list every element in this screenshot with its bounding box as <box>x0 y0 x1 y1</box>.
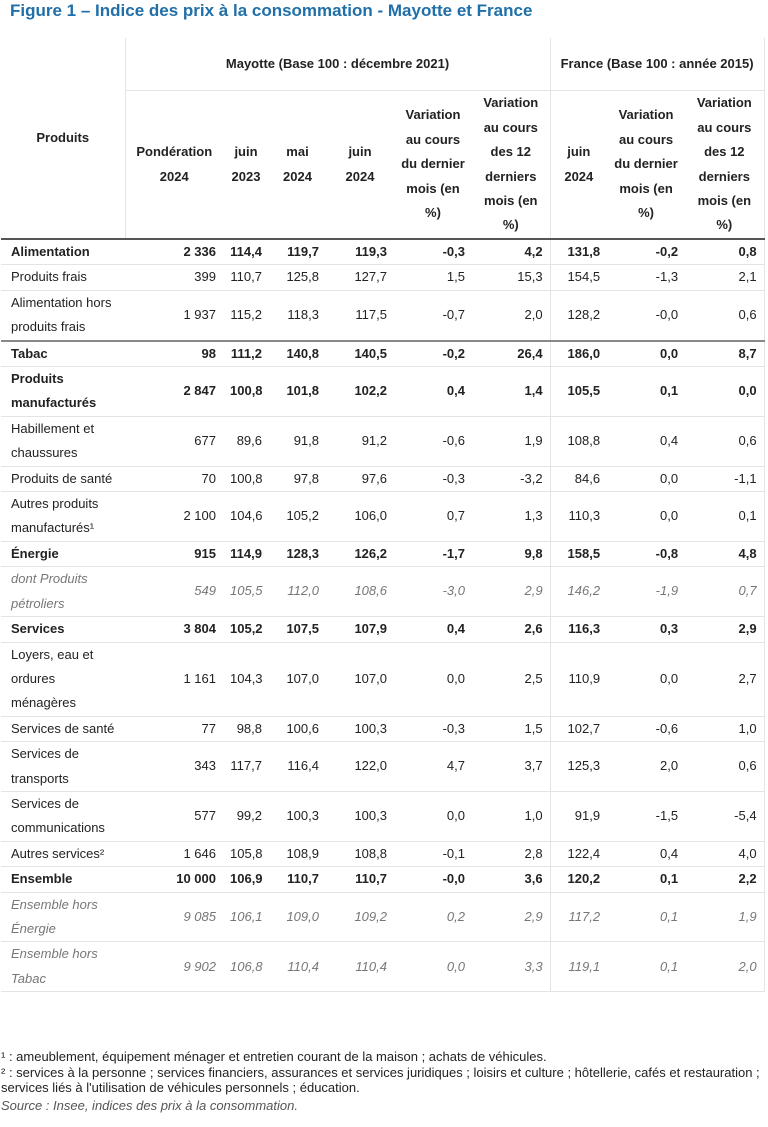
france-group-header: France (Base 100 : année 2015) <box>550 38 764 91</box>
value-cell: 105,5 <box>223 567 269 617</box>
source-note: Source : Insee, indices des prix à la consommation. <box>1 1097 298 1113</box>
value-cell: 122,4 <box>550 841 607 866</box>
value-cell: 0,8 <box>685 239 764 265</box>
value-cell: 146,2 <box>550 567 607 617</box>
value-cell: 110,7 <box>326 867 394 892</box>
value-cell: -1,9 <box>607 567 685 617</box>
column-header: juin 2024 <box>326 91 394 240</box>
value-cell: 114,4 <box>223 239 269 265</box>
value-cell: 119,7 <box>269 239 326 265</box>
value-cell: 0,1 <box>607 892 685 942</box>
value-cell: 110,3 <box>550 492 607 542</box>
value-cell: 9,8 <box>472 541 550 566</box>
value-cell: 108,8 <box>550 416 607 466</box>
table-row <box>1 942 764 992</box>
row-label: Énergie <box>1 541 125 566</box>
value-cell: 1 646 <box>125 841 223 866</box>
value-cell: 117,7 <box>223 742 269 792</box>
value-cell: 100,8 <box>223 466 269 491</box>
value-cell: 1 161 <box>125 642 223 716</box>
value-cell: 107,0 <box>269 642 326 716</box>
column-header: juin 2023 <box>223 91 269 240</box>
value-cell: 109,0 <box>269 892 326 942</box>
value-cell: 8,7 <box>685 341 764 367</box>
cpi-table <box>1 38 765 992</box>
value-cell: 126,2 <box>326 541 394 566</box>
value-cell: 105,5 <box>550 367 607 417</box>
value-cell: 97,8 <box>269 466 326 491</box>
row-label: Habillement et chaussures <box>1 416 125 466</box>
value-cell: 3,7 <box>472 742 550 792</box>
value-cell: -5,4 <box>685 791 764 841</box>
value-cell: 10 000 <box>125 867 223 892</box>
value-cell: 100,3 <box>326 716 394 741</box>
value-cell: 0,4 <box>607 416 685 466</box>
value-cell: 0,4 <box>394 367 472 417</box>
footnote-1: ¹ : ameublement, équipement ménager et entretien courant de la maison ; achats de véhicules. <box>1 1049 547 1064</box>
value-cell: 104,3 <box>223 642 269 716</box>
row-label: Alimentation hors produits frais <box>1 290 125 340</box>
value-cell: 107,0 <box>326 642 394 716</box>
value-cell: 128,3 <box>269 541 326 566</box>
column-header: Variation au cours des 12 derniers mois (en %) <box>685 91 764 240</box>
value-cell: -1,7 <box>394 541 472 566</box>
header-group-row <box>1 38 764 91</box>
value-cell: 0,6 <box>685 290 764 340</box>
value-cell: 108,6 <box>326 567 394 617</box>
value-cell: -0,0 <box>607 290 685 340</box>
row-label: Ensemble <box>1 867 125 892</box>
value-cell: 1,9 <box>685 892 764 942</box>
table-row <box>1 466 764 491</box>
value-cell: 0,2 <box>394 892 472 942</box>
value-cell: 128,2 <box>550 290 607 340</box>
table-row <box>1 492 764 542</box>
value-cell: -1,1 <box>685 466 764 491</box>
table-row <box>1 716 764 741</box>
value-cell: 186,0 <box>550 341 607 367</box>
value-cell: 1,9 <box>472 416 550 466</box>
row-label: Autres services² <box>1 841 125 866</box>
row-label: dont Produits pétroliers <box>1 567 125 617</box>
value-cell: 119,3 <box>326 239 394 265</box>
value-cell: 9 085 <box>125 892 223 942</box>
value-cell: 107,5 <box>269 617 326 642</box>
value-cell: 1 937 <box>125 290 223 340</box>
table-row <box>1 367 764 417</box>
value-cell: 105,2 <box>223 617 269 642</box>
value-cell: 15,3 <box>472 265 550 290</box>
value-cell: 106,8 <box>223 942 269 992</box>
row-label: Ensemble hors Tabac <box>1 942 125 992</box>
value-cell: 2,6 <box>472 617 550 642</box>
value-cell: 154,5 <box>550 265 607 290</box>
value-cell: 115,2 <box>223 290 269 340</box>
value-cell: 110,9 <box>550 642 607 716</box>
footnote-2: ² : services à la personne ; services financiers, assurances et services juridiques ; loisirs et culture ; hôtellerie, cafés et restauration ; services liés à l'utilisation de véhicules personnels ; éducation. <box>1 1064 760 1095</box>
value-cell: 106,1 <box>223 892 269 942</box>
value-cell: 108,9 <box>269 841 326 866</box>
value-cell: -0,6 <box>607 716 685 741</box>
value-cell: 100,3 <box>326 791 394 841</box>
value-cell: 112,0 <box>269 567 326 617</box>
table-row <box>1 239 764 265</box>
value-cell: 104,6 <box>223 492 269 542</box>
value-cell: 677 <box>125 416 223 466</box>
value-cell: -0,2 <box>394 341 472 367</box>
value-cell: 100,6 <box>269 716 326 741</box>
value-cell: 2,8 <box>472 841 550 866</box>
value-cell: 131,8 <box>550 239 607 265</box>
row-label: Ensemble hors Énergie <box>1 892 125 942</box>
value-cell: 1,4 <box>472 367 550 417</box>
value-cell: 4,0 <box>685 841 764 866</box>
value-cell: 118,3 <box>269 290 326 340</box>
value-cell: 343 <box>125 742 223 792</box>
value-cell: 1,0 <box>685 716 764 741</box>
value-cell: 91,2 <box>326 416 394 466</box>
value-cell: 108,8 <box>326 841 394 866</box>
table-row <box>1 341 764 367</box>
value-cell: 2,9 <box>472 567 550 617</box>
value-cell: 98 <box>125 341 223 367</box>
value-cell: 116,4 <box>269 742 326 792</box>
value-cell: 100,3 <box>269 791 326 841</box>
value-cell: 114,9 <box>223 541 269 566</box>
footnotes <box>1 1049 765 1113</box>
row-label: Loyers, eau et ordures ménagères <box>1 642 125 716</box>
table-row <box>1 617 764 642</box>
value-cell: 91,9 <box>550 791 607 841</box>
value-cell: 140,5 <box>326 341 394 367</box>
value-cell: 2,9 <box>472 892 550 942</box>
value-cell: 102,7 <box>550 716 607 741</box>
table-row <box>1 742 764 792</box>
value-cell: -3,2 <box>472 466 550 491</box>
value-cell: 0,7 <box>685 567 764 617</box>
table-row <box>1 265 764 290</box>
figure-title: Figure 1 – Indice des prix à la consommation - Mayotte et France <box>10 1 533 20</box>
value-cell: 91,8 <box>269 416 326 466</box>
value-cell: 2,0 <box>685 942 764 992</box>
value-cell: 0,0 <box>607 341 685 367</box>
column-header: mai 2024 <box>269 91 326 240</box>
row-label: Produits frais <box>1 265 125 290</box>
value-cell: -1,3 <box>607 265 685 290</box>
value-cell: 0,0 <box>394 791 472 841</box>
value-cell: 70 <box>125 466 223 491</box>
value-cell: -0,6 <box>394 416 472 466</box>
value-cell: 4,2 <box>472 239 550 265</box>
value-cell: 3,3 <box>472 942 550 992</box>
value-cell: -0,8 <box>607 541 685 566</box>
value-cell: -0,3 <box>394 716 472 741</box>
value-cell: 0,1 <box>607 942 685 992</box>
value-cell: 2,0 <box>607 742 685 792</box>
value-cell: -0,3 <box>394 466 472 491</box>
value-cell: 4,7 <box>394 742 472 792</box>
value-cell: 84,6 <box>550 466 607 491</box>
value-cell: 3 804 <box>125 617 223 642</box>
mayotte-group-header: Mayotte (Base 100 : décembre 2021) <box>225 55 450 71</box>
table-row <box>1 567 764 617</box>
column-header: Variation au cours du dernier mois (en %) <box>607 91 685 240</box>
value-cell: -0,2 <box>607 239 685 265</box>
table-row <box>1 791 764 841</box>
value-cell: 9 902 <box>125 942 223 992</box>
column-header: Pondération 2024 <box>125 91 223 240</box>
value-cell: 0,0 <box>394 942 472 992</box>
value-cell: -0,0 <box>394 867 472 892</box>
value-cell: 915 <box>125 541 223 566</box>
value-cell: -0,1 <box>394 841 472 866</box>
value-cell: 89,6 <box>223 416 269 466</box>
value-cell: 3,6 <box>472 867 550 892</box>
value-cell: 117,5 <box>326 290 394 340</box>
value-cell: 2,9 <box>685 617 764 642</box>
value-cell: 110,7 <box>223 265 269 290</box>
value-cell: 119,1 <box>550 942 607 992</box>
value-cell: 1,0 <box>472 791 550 841</box>
row-label: Produits manufacturés <box>1 367 125 417</box>
value-cell: 0,4 <box>607 841 685 866</box>
value-cell: 0,1 <box>607 867 685 892</box>
value-cell: 158,5 <box>550 541 607 566</box>
column-header: Variation au cours des 12 derniers mois (en %) <box>472 91 550 240</box>
value-cell: 1,3 <box>472 492 550 542</box>
value-cell: 109,2 <box>326 892 394 942</box>
value-cell: 399 <box>125 265 223 290</box>
value-cell: 0,4 <box>394 617 472 642</box>
value-cell: 98,8 <box>223 716 269 741</box>
value-cell: 2,0 <box>472 290 550 340</box>
value-cell: 577 <box>125 791 223 841</box>
value-cell: 1,5 <box>394 265 472 290</box>
row-label: Alimentation <box>1 239 125 265</box>
value-cell: 1,5 <box>472 716 550 741</box>
value-cell: -1,5 <box>607 791 685 841</box>
value-cell: 100,8 <box>223 367 269 417</box>
table-row <box>1 642 764 716</box>
value-cell: 140,8 <box>269 341 326 367</box>
value-cell: 0,1 <box>685 492 764 542</box>
table-row <box>1 416 764 466</box>
value-cell: 549 <box>125 567 223 617</box>
row-label: Autres produits manufacturés¹ <box>1 492 125 542</box>
value-cell: 102,2 <box>326 367 394 417</box>
value-cell: 110,4 <box>269 942 326 992</box>
value-cell: 122,0 <box>326 742 394 792</box>
value-cell: 26,4 <box>472 341 550 367</box>
table-row <box>1 867 764 892</box>
value-cell: 2 847 <box>125 367 223 417</box>
value-cell: 0,3 <box>607 617 685 642</box>
table-body <box>1 239 764 992</box>
value-cell: 2 100 <box>125 492 223 542</box>
value-cell: 0,0 <box>607 492 685 542</box>
value-cell: -3,0 <box>394 567 472 617</box>
value-cell: 127,7 <box>326 265 394 290</box>
value-cell: 120,2 <box>550 867 607 892</box>
value-cell: 111,2 <box>223 341 269 367</box>
value-cell: 2,1 <box>685 265 764 290</box>
value-cell: 110,7 <box>269 867 326 892</box>
column-header: juin 2024 <box>550 91 607 240</box>
value-cell: -0,3 <box>394 239 472 265</box>
row-label: Services de communications <box>1 791 125 841</box>
row-label: Tabac <box>1 341 125 367</box>
value-cell: -0,7 <box>394 290 472 340</box>
value-cell: 106,0 <box>326 492 394 542</box>
value-cell: 99,2 <box>223 791 269 841</box>
value-cell: 2,5 <box>472 642 550 716</box>
value-cell: 0,7 <box>394 492 472 542</box>
value-cell: 2 336 <box>125 239 223 265</box>
row-label: Services de transports <box>1 742 125 792</box>
value-cell: 0,6 <box>685 742 764 792</box>
row-label: Produits de santé <box>1 466 125 491</box>
column-header: Variation au cours du dernier mois (en %) <box>394 91 472 240</box>
value-cell: 105,8 <box>223 841 269 866</box>
value-cell: 116,3 <box>550 617 607 642</box>
value-cell: 105,2 <box>269 492 326 542</box>
value-cell: 0,0 <box>607 642 685 716</box>
value-cell: 117,2 <box>550 892 607 942</box>
value-cell: 125,3 <box>550 742 607 792</box>
products-header: Produits <box>1 38 125 239</box>
value-cell: 110,4 <box>326 942 394 992</box>
value-cell: 2,2 <box>685 867 764 892</box>
table-row <box>1 892 764 942</box>
value-cell: 77 <box>125 716 223 741</box>
value-cell: 0,6 <box>685 416 764 466</box>
value-cell: 125,8 <box>269 265 326 290</box>
value-cell: 0,0 <box>607 466 685 491</box>
table-row <box>1 841 764 866</box>
value-cell: 0,0 <box>394 642 472 716</box>
value-cell: 2,7 <box>685 642 764 716</box>
value-cell: 0,0 <box>685 367 764 417</box>
value-cell: 4,8 <box>685 541 764 566</box>
value-cell: 107,9 <box>326 617 394 642</box>
row-label: Services <box>1 617 125 642</box>
table-row <box>1 290 764 340</box>
value-cell: 101,8 <box>269 367 326 417</box>
value-cell: 106,9 <box>223 867 269 892</box>
table-row <box>1 541 764 566</box>
value-cell: 97,6 <box>326 466 394 491</box>
value-cell: 0,1 <box>607 367 685 417</box>
row-label: Services de santé <box>1 716 125 741</box>
